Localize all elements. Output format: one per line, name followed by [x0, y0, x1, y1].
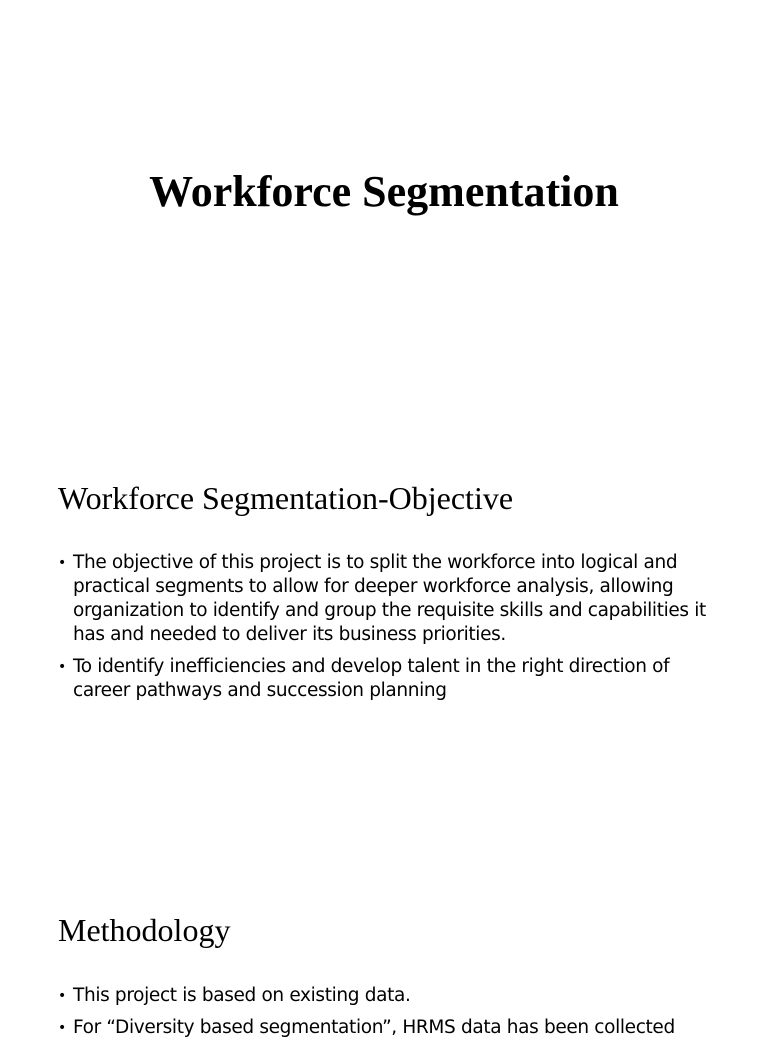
- objective-heading: Workforce Segmentation-Objective: [58, 480, 514, 516]
- bullet-icon: •: [58, 555, 66, 571]
- bullet-text: This project is based on existing data.: [73, 985, 411, 1006]
- bullet-text: For “Diversity based segmentation”, HRMS data has been collected: [73, 1017, 675, 1038]
- bullet-icon: •: [58, 988, 66, 1004]
- methodology-bullet-list: [58, 984, 718, 1048]
- bullet-text: To identify inefficiencies and develop talent in the right direction of career pathways and succession planning: [73, 656, 670, 701]
- bullet-icon: •: [58, 1020, 66, 1036]
- bullet-text: The objective of this project is to split the workforce into logical and practical segments to allow for deeper workforce analysis, allowing organization to identify and group the requisite skills and capabilities it has and needed to deliver its business priorities.: [73, 552, 706, 645]
- list-item: [58, 984, 718, 1008]
- list-item: [58, 551, 718, 647]
- page-title: Workforce Segmentation: [149, 167, 619, 216]
- bullet-icon: •: [58, 659, 66, 675]
- list-item: [58, 655, 718, 703]
- methodology-heading: Methodology: [58, 912, 231, 948]
- objective-bullet-list: [58, 551, 718, 711]
- list-item: [58, 1016, 718, 1040]
